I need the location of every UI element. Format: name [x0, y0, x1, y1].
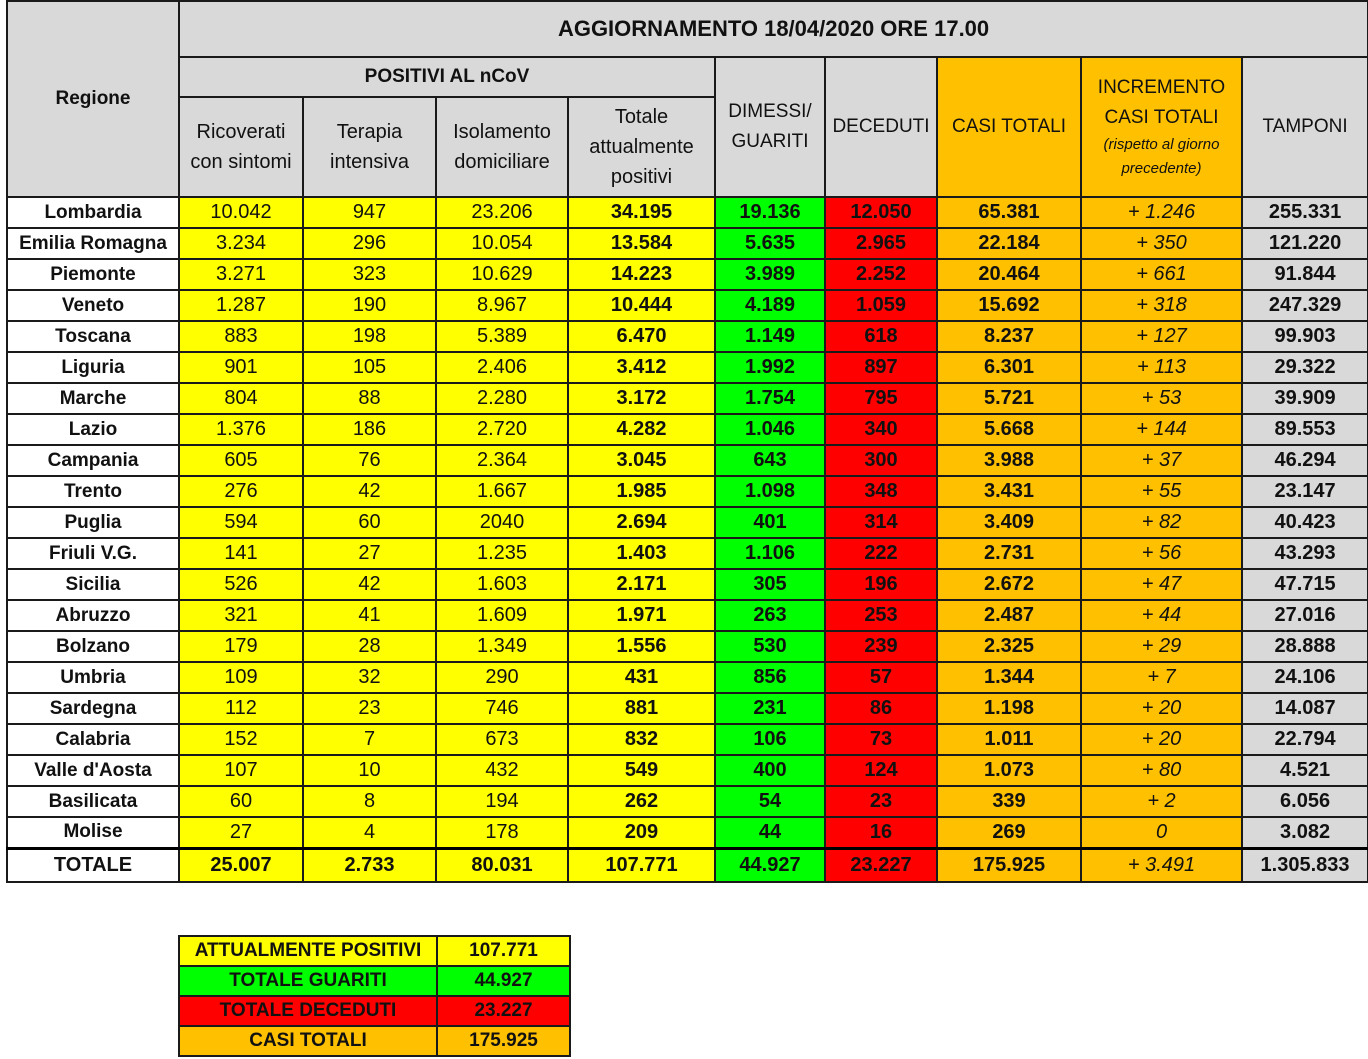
tamponi-cell: 46.294 [1242, 445, 1368, 476]
region-name: Sicilia [7, 569, 179, 600]
ricoverati-cell: 141 [179, 538, 303, 569]
casi-cell: 3.988 [937, 445, 1081, 476]
tamponi-cell: 3.082 [1242, 817, 1368, 848]
deceduti-cell: 222 [825, 538, 937, 569]
ricoverati-cell: 112 [179, 693, 303, 724]
isolamento-cell: 10.629 [436, 259, 568, 290]
isolamento-cell: 746 [436, 693, 568, 724]
table-row [7, 662, 1368, 693]
table-row [7, 538, 1368, 569]
tamponi-cell: 24.106 [1242, 662, 1368, 693]
guariti-cell: 856 [715, 662, 825, 693]
table-row [7, 507, 1368, 538]
region-name: Lombardia [7, 197, 179, 228]
deceduti-cell: 196 [825, 569, 937, 600]
ricoverati-cell: 60 [179, 786, 303, 817]
isolamento-cell: 10.054 [436, 228, 568, 259]
isolamento-cell: 1.667 [436, 476, 568, 507]
header-deceduti: DECEDUTI [825, 57, 937, 197]
positivi-cell: 4.282 [568, 414, 715, 445]
tamponi-cell: 23.147 [1242, 476, 1368, 507]
positivi-cell: 13.584 [568, 228, 715, 259]
region-name: Toscana [7, 321, 179, 352]
region-name: Marche [7, 383, 179, 414]
casi-cell: 1.011 [937, 724, 1081, 755]
table-row [7, 786, 1368, 817]
terapia-cell: 8 [303, 786, 436, 817]
casi-cell: 22.184 [937, 228, 1081, 259]
region-name: Campania [7, 445, 179, 476]
isolamento-cell: 178 [436, 817, 568, 848]
deceduti-cell: 314 [825, 507, 937, 538]
header-incremento-note: (rispetto al giorno precedente) [1103, 136, 1220, 177]
isolamento-cell: 1.349 [436, 631, 568, 662]
table-row [7, 693, 1368, 724]
tamponi-cell: 255.331 [1242, 197, 1368, 228]
incremento-cell: + 350 [1081, 228, 1242, 259]
isolamento-cell: 8.967 [436, 290, 568, 321]
region-name: Basilicata [7, 786, 179, 817]
incremento-cell: + 127 [1081, 321, 1242, 352]
incremento-cell: + 29 [1081, 631, 1242, 662]
ricoverati-cell: 276 [179, 476, 303, 507]
tamponi-cell: 29.322 [1242, 352, 1368, 383]
tamponi-cell: 40.423 [1242, 507, 1368, 538]
table-row [7, 600, 1368, 631]
terapia-cell: 198 [303, 321, 436, 352]
terapia-cell: 42 [303, 476, 436, 507]
terapia-cell: 296 [303, 228, 436, 259]
casi-cell: 8.237 [937, 321, 1081, 352]
terapia-cell: 41 [303, 600, 436, 631]
header-dimessi: DIMESSI/ GUARITI [715, 57, 825, 197]
summary-row [179, 1026, 570, 1056]
total-label: TOTALE [7, 848, 179, 882]
tamponi-cell: 6.056 [1242, 786, 1368, 817]
summary-label: TOTALE DECEDUTI [179, 996, 437, 1026]
guariti-cell: 305 [715, 569, 825, 600]
region-name: Bolzano [7, 631, 179, 662]
table-row [7, 569, 1368, 600]
isolamento-cell: 1.603 [436, 569, 568, 600]
regions-body [7, 197, 1368, 848]
summary-label: TOTALE GUARITI [179, 966, 437, 996]
guariti-cell: 530 [715, 631, 825, 662]
header-incremento-label: INCREMENTO CASI TOTALI [1097, 77, 1226, 128]
ricoverati-cell: 605 [179, 445, 303, 476]
deceduti-cell: 300 [825, 445, 937, 476]
header-incremento [1081, 57, 1242, 197]
isolamento-cell: 2040 [436, 507, 568, 538]
tamponi-cell: 39.909 [1242, 383, 1368, 414]
positivi-cell: 431 [568, 662, 715, 693]
isolamento-cell: 2.406 [436, 352, 568, 383]
table-row [7, 352, 1368, 383]
guariti-cell: 231 [715, 693, 825, 724]
summary-value: 23.227 [437, 996, 570, 1026]
table-row [7, 476, 1368, 507]
guariti-cell: 1.106 [715, 538, 825, 569]
region-name: Sardegna [7, 693, 179, 724]
region-name: Liguria [7, 352, 179, 383]
incremento-cell: + 113 [1081, 352, 1242, 383]
table-row [7, 383, 1368, 414]
guariti-cell: 1.046 [715, 414, 825, 445]
terapia-cell: 7 [303, 724, 436, 755]
ricoverati-cell: 152 [179, 724, 303, 755]
report-title: AGGIORNAMENTO 18/04/2020 ORE 17.00 [179, 1, 1368, 57]
ricoverati-cell: 901 [179, 352, 303, 383]
incremento-cell: + 20 [1081, 724, 1242, 755]
summary-value: 44.927 [437, 966, 570, 996]
deceduti-cell: 2.252 [825, 259, 937, 290]
positivi-cell: 10.444 [568, 290, 715, 321]
ricoverati-cell: 10.042 [179, 197, 303, 228]
table-row [7, 755, 1368, 786]
incremento-cell: 0 [1081, 817, 1242, 848]
region-name: Emilia Romagna [7, 228, 179, 259]
terapia-cell: 947 [303, 197, 436, 228]
isolamento-cell: 1.609 [436, 600, 568, 631]
positivi-cell: 832 [568, 724, 715, 755]
positivi-cell: 3.045 [568, 445, 715, 476]
deceduti-cell: 618 [825, 321, 937, 352]
guariti-cell: 54 [715, 786, 825, 817]
summary-value: 175.925 [437, 1026, 570, 1056]
tamponi-cell: 121.220 [1242, 228, 1368, 259]
guariti-cell: 643 [715, 445, 825, 476]
casi-cell: 15.692 [937, 290, 1081, 321]
ricoverati-cell: 1.376 [179, 414, 303, 445]
casi-cell: 2.325 [937, 631, 1081, 662]
table-row [7, 631, 1368, 662]
tamponi-cell: 89.553 [1242, 414, 1368, 445]
summary-label: ATTUALMENTE POSITIVI [179, 936, 437, 966]
incremento-cell: + 20 [1081, 693, 1242, 724]
incremento-cell: + 144 [1081, 414, 1242, 445]
total-terapia: 2.733 [303, 848, 436, 882]
positivi-cell: 2.694 [568, 507, 715, 538]
table-row [7, 197, 1368, 228]
summary-row [179, 966, 570, 996]
terapia-cell: 323 [303, 259, 436, 290]
guariti-cell: 1.149 [715, 321, 825, 352]
total-casi: 175.925 [937, 848, 1081, 882]
casi-cell: 65.381 [937, 197, 1081, 228]
isolamento-cell: 23.206 [436, 197, 568, 228]
casi-cell: 6.301 [937, 352, 1081, 383]
isolamento-cell: 5.389 [436, 321, 568, 352]
tamponi-cell: 91.844 [1242, 259, 1368, 290]
terapia-cell: 28 [303, 631, 436, 662]
summary-row [179, 996, 570, 1026]
summary-row [179, 936, 570, 966]
totals-row [7, 848, 1368, 882]
incremento-cell: + 82 [1081, 507, 1242, 538]
ricoverati-cell: 109 [179, 662, 303, 693]
tamponi-cell: 14.087 [1242, 693, 1368, 724]
casi-cell: 1.073 [937, 755, 1081, 786]
deceduti-cell: 253 [825, 600, 937, 631]
positivi-cell: 14.223 [568, 259, 715, 290]
casi-cell: 3.431 [937, 476, 1081, 507]
positivi-cell: 1.971 [568, 600, 715, 631]
region-name: Abruzzo [7, 600, 179, 631]
table-row [7, 228, 1368, 259]
deceduti-cell: 897 [825, 352, 937, 383]
casi-cell: 269 [937, 817, 1081, 848]
casi-cell: 3.409 [937, 507, 1081, 538]
total-tamponi: 1.305.833 [1242, 848, 1368, 882]
deceduti-cell: 16 [825, 817, 937, 848]
guariti-cell: 263 [715, 600, 825, 631]
region-name: Molise [7, 817, 179, 848]
ricoverati-cell: 804 [179, 383, 303, 414]
positivi-cell: 3.412 [568, 352, 715, 383]
incremento-cell: + 55 [1081, 476, 1242, 507]
casi-cell: 2.731 [937, 538, 1081, 569]
region-name: Piemonte [7, 259, 179, 290]
ricoverati-cell: 526 [179, 569, 303, 600]
positivi-cell: 881 [568, 693, 715, 724]
isolamento-cell: 2.364 [436, 445, 568, 476]
terapia-cell: 4 [303, 817, 436, 848]
total-deceduti: 23.227 [825, 848, 937, 882]
deceduti-cell: 73 [825, 724, 937, 755]
region-name: Umbria [7, 662, 179, 693]
total-isolamento: 80.031 [436, 848, 568, 882]
header-tamponi: TAMPONI [1242, 57, 1368, 197]
tamponi-cell: 43.293 [1242, 538, 1368, 569]
guariti-cell: 1.754 [715, 383, 825, 414]
terapia-cell: 10 [303, 755, 436, 786]
terapia-cell: 190 [303, 290, 436, 321]
header-totale-positivi: Totale attualmente positivi [568, 97, 715, 197]
incremento-cell: + 2 [1081, 786, 1242, 817]
incremento-cell: + 318 [1081, 290, 1242, 321]
casi-cell: 1.198 [937, 693, 1081, 724]
region-name: Trento [7, 476, 179, 507]
ricoverati-cell: 594 [179, 507, 303, 538]
deceduti-cell: 57 [825, 662, 937, 693]
tamponi-cell: 99.903 [1242, 321, 1368, 352]
positivi-cell: 6.470 [568, 321, 715, 352]
ricoverati-cell: 3.271 [179, 259, 303, 290]
isolamento-cell: 194 [436, 786, 568, 817]
incremento-cell: + 7 [1081, 662, 1242, 693]
deceduti-cell: 340 [825, 414, 937, 445]
region-name: Valle d'Aosta [7, 755, 179, 786]
tamponi-cell: 247.329 [1242, 290, 1368, 321]
positivi-cell: 209 [568, 817, 715, 848]
ricoverati-cell: 179 [179, 631, 303, 662]
total-ricoverati: 25.007 [179, 848, 303, 882]
tamponi-cell: 28.888 [1242, 631, 1368, 662]
casi-cell: 2.487 [937, 600, 1081, 631]
guariti-cell: 106 [715, 724, 825, 755]
tamponi-cell: 47.715 [1242, 569, 1368, 600]
positivi-cell: 3.172 [568, 383, 715, 414]
covid-regional-table [6, 0, 1368, 883]
casi-cell: 20.464 [937, 259, 1081, 290]
isolamento-cell: 290 [436, 662, 568, 693]
ricoverati-cell: 27 [179, 817, 303, 848]
terapia-cell: 76 [303, 445, 436, 476]
terapia-cell: 23 [303, 693, 436, 724]
header-terapia: Terapia intensiva [303, 97, 436, 197]
terapia-cell: 27 [303, 538, 436, 569]
isolamento-cell: 2.280 [436, 383, 568, 414]
header-ricoverati: Ricoverati con sintomi [179, 97, 303, 197]
deceduti-cell: 348 [825, 476, 937, 507]
tamponi-cell: 27.016 [1242, 600, 1368, 631]
terapia-cell: 60 [303, 507, 436, 538]
terapia-cell: 32 [303, 662, 436, 693]
table-row [7, 290, 1368, 321]
ricoverati-cell: 3.234 [179, 228, 303, 259]
tamponi-cell: 4.521 [1242, 755, 1368, 786]
positivi-cell: 549 [568, 755, 715, 786]
deceduti-cell: 124 [825, 755, 937, 786]
positivi-cell: 2.171 [568, 569, 715, 600]
incremento-cell: + 44 [1081, 600, 1242, 631]
table-row [7, 259, 1368, 290]
header-regione: Regione [7, 1, 179, 197]
casi-cell: 2.672 [937, 569, 1081, 600]
incremento-cell: + 37 [1081, 445, 1242, 476]
terapia-cell: 42 [303, 569, 436, 600]
total-positivi: 107.771 [568, 848, 715, 882]
total-guariti: 44.927 [715, 848, 825, 882]
positivi-cell: 262 [568, 786, 715, 817]
casi-cell: 1.344 [937, 662, 1081, 693]
tamponi-cell: 22.794 [1242, 724, 1368, 755]
deceduti-cell: 2.965 [825, 228, 937, 259]
ricoverati-cell: 321 [179, 600, 303, 631]
guariti-cell: 1.098 [715, 476, 825, 507]
ricoverati-cell: 883 [179, 321, 303, 352]
guariti-cell: 3.989 [715, 259, 825, 290]
deceduti-cell: 795 [825, 383, 937, 414]
ricoverati-cell: 107 [179, 755, 303, 786]
terapia-cell: 88 [303, 383, 436, 414]
guariti-cell: 19.136 [715, 197, 825, 228]
header-casi-totali: CASI TOTALI [937, 57, 1081, 197]
positivi-cell: 34.195 [568, 197, 715, 228]
region-name: Puglia [7, 507, 179, 538]
header-positivi-group: POSITIVI AL nCoV [179, 57, 715, 97]
isolamento-cell: 432 [436, 755, 568, 786]
incremento-cell: + 1.246 [1081, 197, 1242, 228]
deceduti-cell: 23 [825, 786, 937, 817]
summary-value: 107.771 [437, 936, 570, 966]
header-isolamento: Isolamento domiciliare [436, 97, 568, 197]
guariti-cell: 401 [715, 507, 825, 538]
region-name: Calabria [7, 724, 179, 755]
isolamento-cell: 1.235 [436, 538, 568, 569]
isolamento-cell: 673 [436, 724, 568, 755]
incremento-cell: + 56 [1081, 538, 1242, 569]
summary-label: CASI TOTALI [179, 1026, 437, 1056]
positivi-cell: 1.556 [568, 631, 715, 662]
guariti-cell: 5.635 [715, 228, 825, 259]
region-name: Lazio [7, 414, 179, 445]
table-row [7, 321, 1368, 352]
deceduti-cell: 12.050 [825, 197, 937, 228]
casi-cell: 339 [937, 786, 1081, 817]
guariti-cell: 400 [715, 755, 825, 786]
guariti-cell: 1.992 [715, 352, 825, 383]
region-name: Friuli V.G. [7, 538, 179, 569]
incremento-cell: + 661 [1081, 259, 1242, 290]
total-incremento: + 3.491 [1081, 848, 1242, 882]
positivi-cell: 1.985 [568, 476, 715, 507]
casi-cell: 5.668 [937, 414, 1081, 445]
isolamento-cell: 2.720 [436, 414, 568, 445]
table-row [7, 414, 1368, 445]
incremento-cell: + 80 [1081, 755, 1242, 786]
casi-cell: 5.721 [937, 383, 1081, 414]
deceduti-cell: 86 [825, 693, 937, 724]
guariti-cell: 4.189 [715, 290, 825, 321]
table-row [7, 817, 1368, 848]
table-row [7, 724, 1368, 755]
deceduti-cell: 1.059 [825, 290, 937, 321]
table-row [7, 445, 1368, 476]
incremento-cell: + 47 [1081, 569, 1242, 600]
incremento-cell: + 53 [1081, 383, 1242, 414]
guariti-cell: 44 [715, 817, 825, 848]
terapia-cell: 186 [303, 414, 436, 445]
positivi-cell: 1.403 [568, 538, 715, 569]
terapia-cell: 105 [303, 352, 436, 383]
ricoverati-cell: 1.287 [179, 290, 303, 321]
summary-table [178, 935, 571, 1057]
deceduti-cell: 239 [825, 631, 937, 662]
region-name: Veneto [7, 290, 179, 321]
